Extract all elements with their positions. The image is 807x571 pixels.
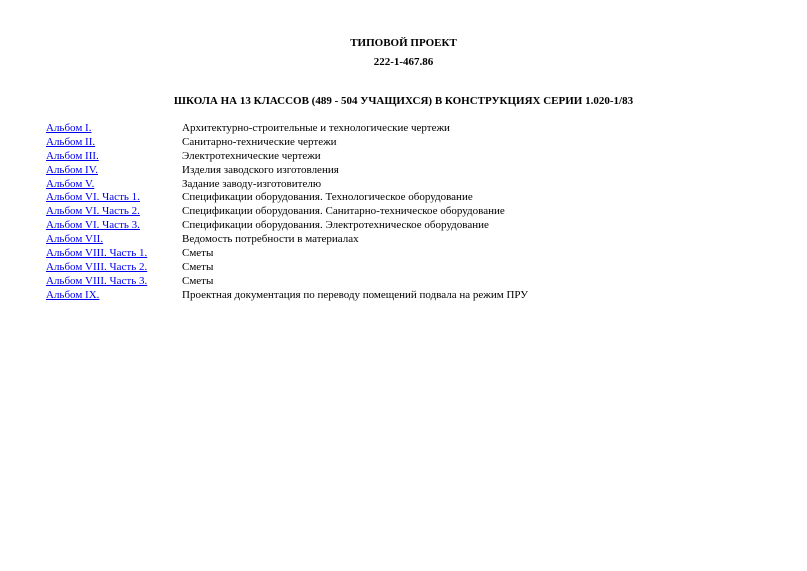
album-description: Архитектурно-строительные и технологические чертежи [182, 122, 450, 134]
project-code: 222-1-467.86 [373, 56, 434, 68]
album-row [46, 275, 528, 289]
album-row [46, 136, 528, 150]
album-link[interactable]: Альбом IX. [46, 288, 100, 301]
album-description: Сметы [182, 274, 214, 287]
album-link[interactable]: Альбом III. [46, 149, 99, 162]
album-row [46, 219, 528, 233]
album-description: Спецификации оборудования. Санитарно-техническое оборудование [182, 205, 505, 218]
album-description: Сметы [182, 247, 214, 260]
album-description: Задание заводу-изготовителю [182, 177, 322, 190]
album-description: Спецификации оборудования. Технологическое оборудование [182, 191, 473, 204]
album-row [46, 150, 528, 164]
album-description: Спецификации оборудования. Электротехническое оборудование [182, 219, 489, 232]
project-type-title: ТИПОВОЙ ПРОЕКТ [350, 37, 457, 49]
album-link[interactable]: Альбом VI. Часть 2. [46, 205, 140, 218]
album-row [46, 205, 528, 219]
album-link[interactable]: Альбом VI. Часть 3. [46, 219, 140, 232]
project-name: ШКОЛА НА 13 КЛАССОВ (489 - 504 УЧАЩИХСЯ) В КОНСТРУКЦИЯХ СЕРИИ 1.020-1/83 [173, 95, 634, 107]
album-row [46, 233, 528, 247]
album-row [46, 247, 528, 261]
album-link[interactable]: Альбом VIII. Часть 2. [46, 260, 148, 273]
album-link[interactable]: Альбом VII. [46, 233, 104, 246]
album-row [46, 164, 528, 178]
album-link[interactable]: Альбом II. [46, 135, 96, 148]
album-list [46, 122, 528, 303]
album-description: Изделия заводского изготовления [182, 163, 339, 176]
album-link[interactable]: Альбом V. [46, 177, 95, 190]
album-link[interactable]: Альбом IV. [46, 163, 98, 176]
album-row [46, 261, 528, 275]
album-description: Ведомость потребности в материалах [182, 233, 359, 246]
album-description: Проектная документация по переводу помещений подвала на режим ПРУ [182, 288, 529, 301]
album-row [46, 191, 528, 205]
album-description: Сметы [182, 260, 214, 273]
album-link[interactable]: Альбом I. [46, 122, 92, 134]
album-row [46, 178, 528, 192]
album-description: Санитарно-технические чертежи [182, 135, 337, 148]
album-row [46, 289, 528, 303]
album-link[interactable]: Альбом VI. Часть 1. [46, 191, 140, 204]
album-description: Электротехнические чертежи [182, 149, 321, 162]
album-link[interactable]: Альбом VIII. Часть 1. [46, 247, 148, 260]
album-row [46, 122, 528, 136]
album-link[interactable]: Альбом VIII. Часть 3. [46, 274, 148, 287]
